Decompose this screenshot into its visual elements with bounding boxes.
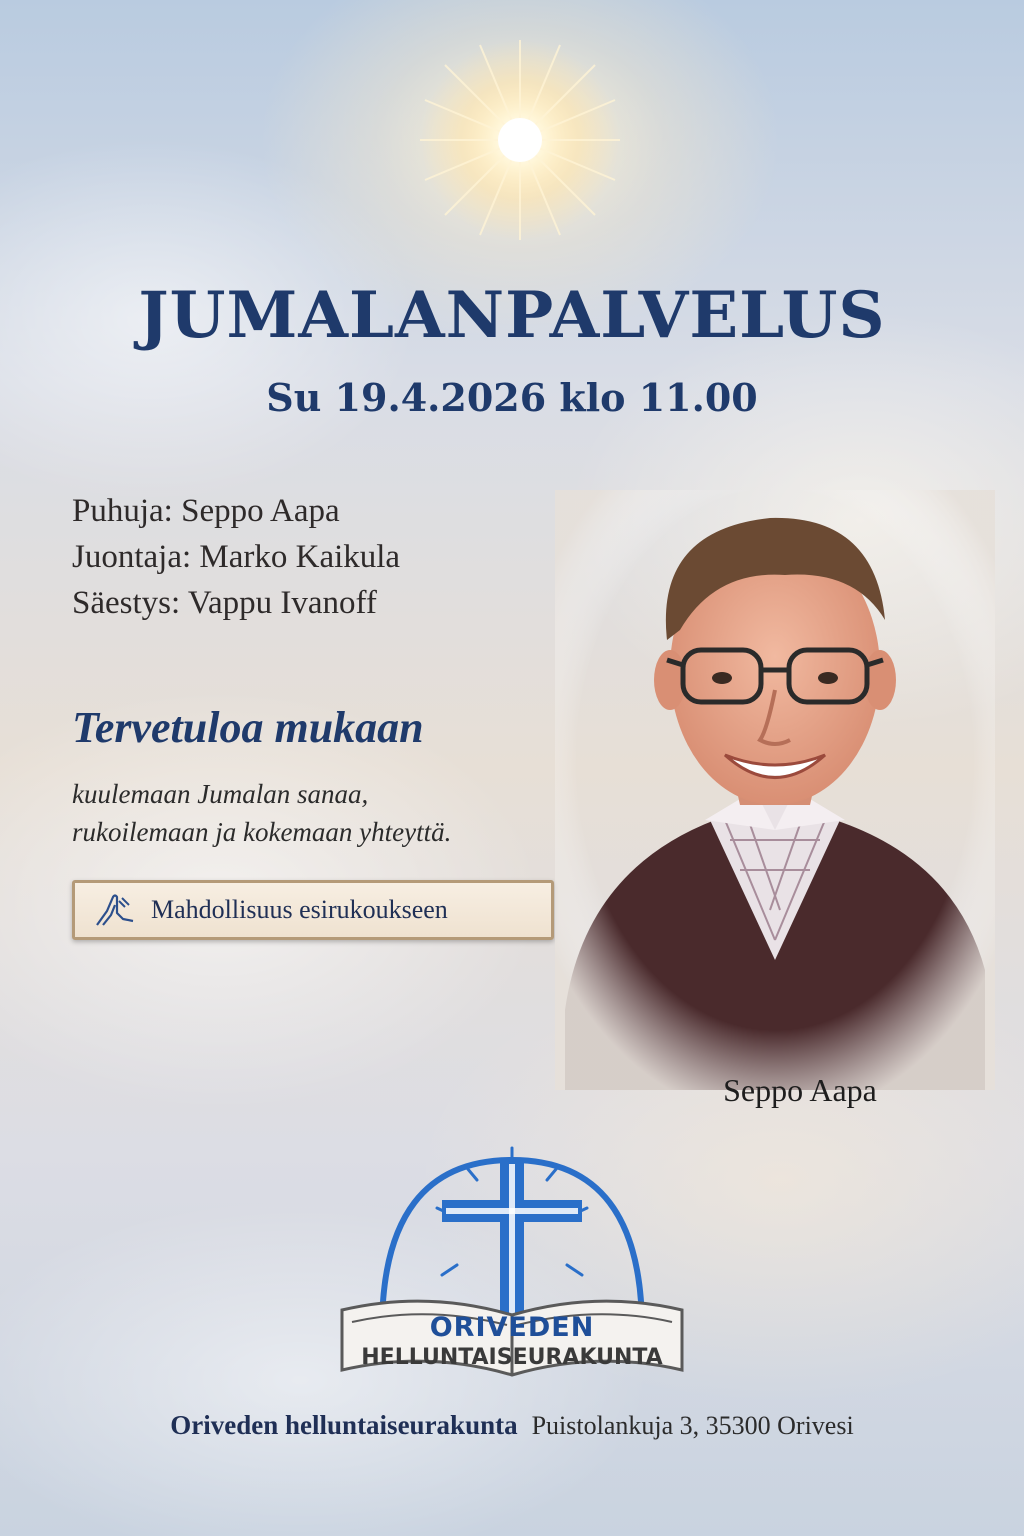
welcome-line: rukoilemaan ja kokemaan yhteyttä. bbox=[72, 817, 452, 847]
logo-text-line2: HELLUNTAISEURAKUNTA bbox=[361, 1345, 663, 1370]
praying-hands-icon bbox=[93, 891, 137, 929]
prayer-plate bbox=[72, 880, 554, 940]
credits-list bbox=[72, 488, 400, 626]
sun-icon bbox=[420, 40, 620, 240]
speaker-caption: Seppo Aapa bbox=[723, 1072, 877, 1108]
footer-organization: Oriveden helluntaiseurakunta bbox=[170, 1410, 518, 1440]
speaker-portrait bbox=[555, 490, 995, 1090]
welcome-text bbox=[72, 775, 451, 851]
footer-address: Puistolankuja 3, 35300 Orivesi bbox=[531, 1411, 854, 1440]
credit-host: Juontaja: Marko Kaikula bbox=[72, 539, 401, 575]
credit-accompaniment: Säestys: Vappu Ivanoff bbox=[72, 585, 377, 621]
welcome-heading: Tervetuloa mukaan bbox=[72, 703, 424, 752]
event-datetime: Su 19.4.2026 klo 11.00 bbox=[266, 375, 758, 420]
prayer-label: Mahdollisuus esirukoukseen bbox=[151, 895, 448, 924]
welcome-line: kuulemaan Jumalan sanaa, bbox=[72, 779, 369, 809]
event-title: JUMALANPALVELUS bbox=[138, 278, 886, 353]
logo-text-line1: ORIVEDEN bbox=[429, 1312, 595, 1343]
credit-speaker: Puhuja: Seppo Aapa bbox=[72, 493, 340, 529]
footer bbox=[0, 1410, 1024, 1441]
